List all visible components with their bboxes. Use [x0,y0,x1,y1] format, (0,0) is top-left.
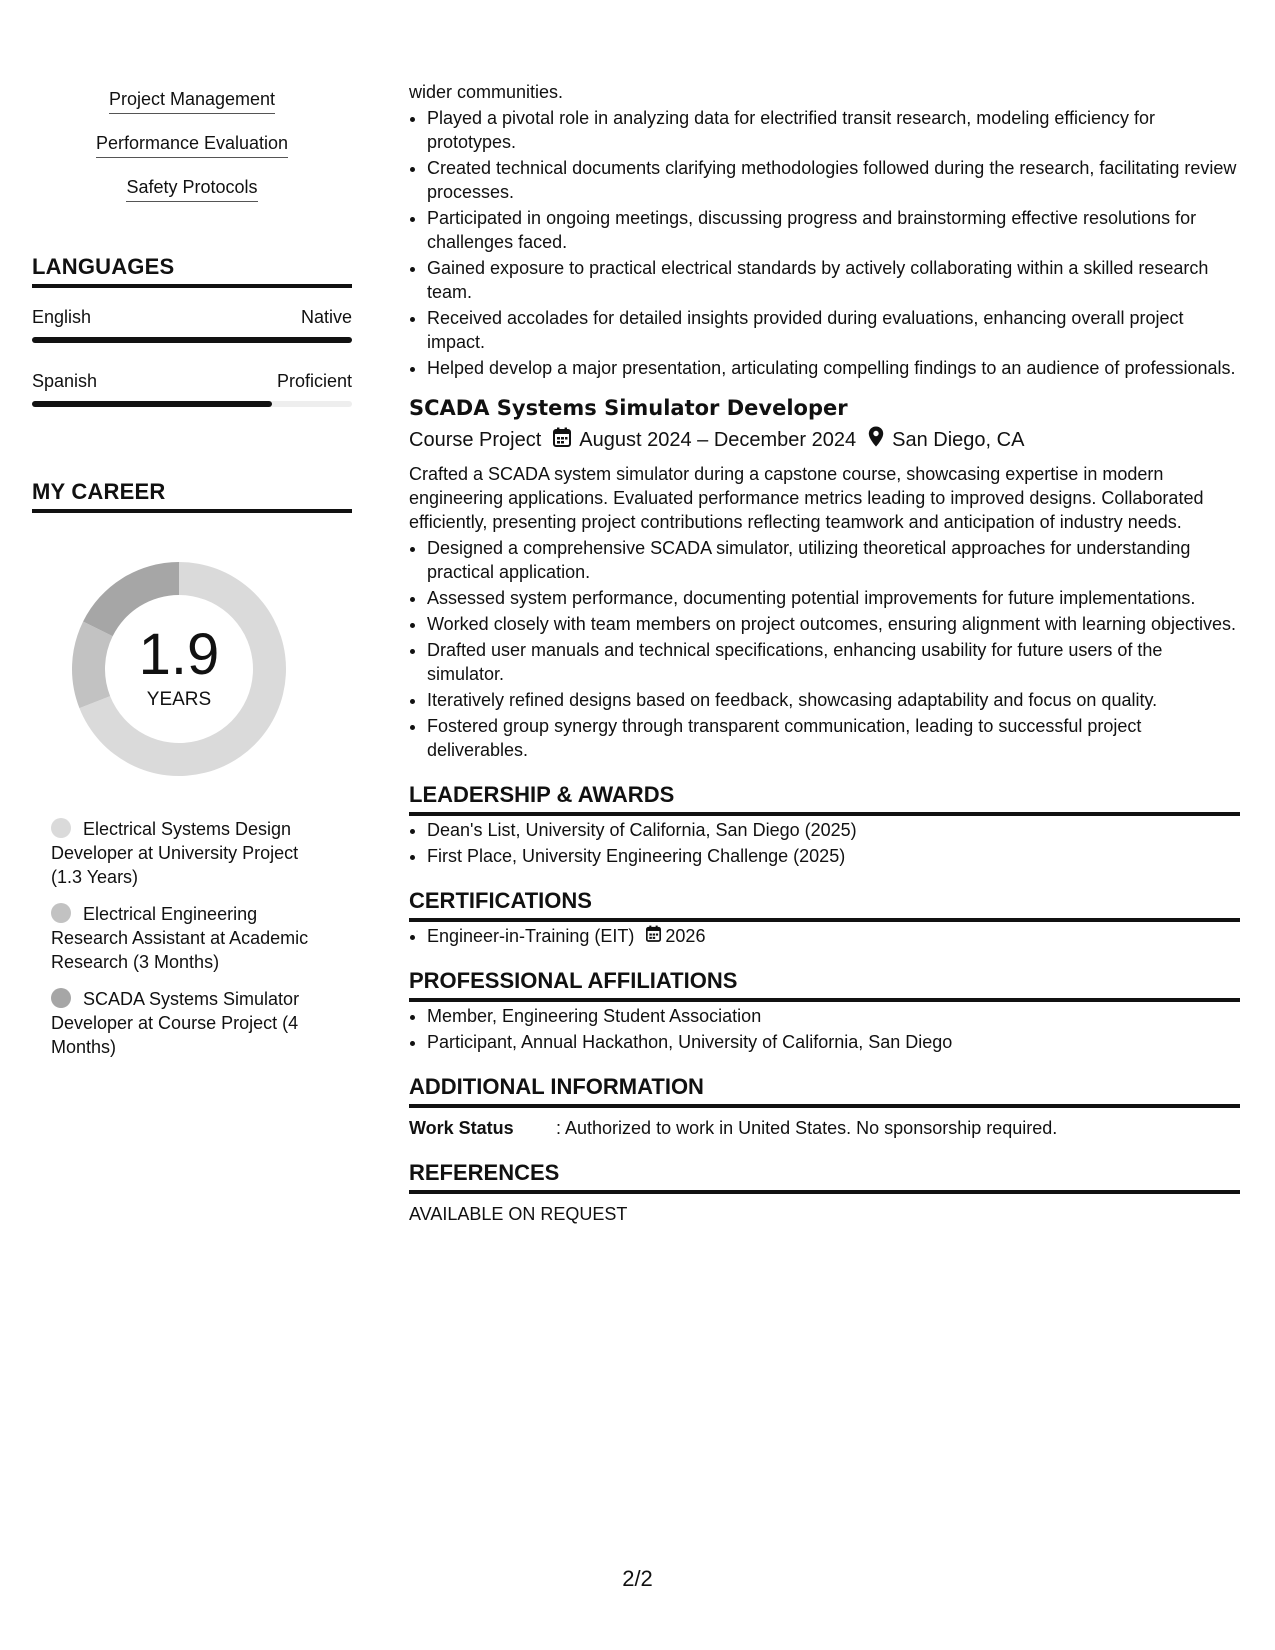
job-title: SCADA Systems Simulator Developer [409,396,848,420]
list-item: • Member, Engineering Student Association [427,1004,1240,1028]
list-item: • Designed a comprehensive SCADA simulator, utilizing theoretical approaches for understanding practical application. [427,536,1240,584]
language-bar [32,401,352,407]
job-location: San Diego, CA [892,429,1025,451]
list-item: • Participant, Annual Hackathon, University of California, San Diego [427,1030,1240,1054]
leadership-list [409,818,1240,868]
language-level: Native [300,307,352,327]
career-donut-chart [65,555,293,783]
list-item: • Dean's List, University of California, San Diego (2025) [427,818,1240,842]
cert-name: • Engineer-in-Training (EIT) [427,926,635,946]
legend-item [51,902,331,974]
skill-item: Project Management [109,89,275,114]
list-item: • Gained exposure to practical electrical standards by actively collaborating within a skilled research team. [427,256,1240,304]
language-bar-fill [32,401,272,407]
legend-item [51,987,331,1059]
career-total: 1.9 [138,622,220,687]
list-item: • Fostered group synergy through transparent communication, leading to successful project deliverables. [427,714,1240,762]
job-org: Course Project [409,429,542,451]
job-summary: Crafted a SCADA system simulator during a capstone course, showcasing expertise in modern engineering applications. Evaluated performance metrics leading to improved designs. Collaborated efficiently, presenting project contributions reflecting teamwork and anticipation of industry needs. [409,464,1204,532]
legend-dot [51,988,71,1008]
language-bar [32,337,352,343]
list-item: • Played a pivotal role in analyzing data for electrified transit research, modeling efficiency for prototypes. [427,106,1240,154]
page-number: 2/2 [622,1566,653,1591]
list-item: • Helped develop a major presentation, articulating compelling findings to an audience of professionals. [427,356,1240,380]
work-status-label: Work Status [409,1118,514,1138]
list-item: • Created technical documents clarifying methodologies followed during the research, facilitating review processes. [427,156,1240,204]
main-content [409,80,1240,1226]
skill-item: Performance Evaluation [96,133,288,158]
language-name: Spanish [32,371,98,391]
career-unit: YEARS [146,689,212,710]
language-english [32,307,352,343]
legend-dot [51,818,71,838]
references-heading: REFERENCES [409,1160,1240,1194]
certifications-list [409,924,1240,948]
prev-job-bullets [409,106,1240,380]
list-item: • Iteratively refined designs based on feedback, showcasing adaptability and focus on quality. [427,688,1240,712]
certifications-heading: CERTIFICATIONS [409,888,1240,922]
work-status-value: : Authorized to work in United States. No sponsorship required. [556,1118,1058,1138]
map-pin-icon [868,426,884,454]
references-text: AVAILABLE ON REQUEST [409,1204,628,1224]
list-item: • Worked closely with team members on project outcomes, ensuring alignment with learning objectives. [427,612,1240,636]
calendar-icon [553,427,571,454]
language-level: Proficient [276,371,352,391]
career-section [32,479,352,1059]
languages-section [32,254,352,407]
legend-item [51,817,331,889]
list-item: • Assessed system performance, documenting potential improvements for future implementations. [427,586,1240,610]
calendar-icon [646,924,661,948]
skills-list [32,80,352,212]
list-item: • Drafted user manuals and technical specifications, enhancing usability for future users of the simulator. [427,638,1240,686]
list-item: • First Place, University Engineering Challenge (2025) [427,844,1240,868]
languages-heading: LANGUAGES [32,254,352,288]
skill-item: Safety Protocols [126,177,257,202]
continuation-text: wider communities. [409,82,564,102]
work-status-row [409,1116,1240,1140]
language-bar-fill [32,337,352,343]
language-name: English [32,307,92,327]
language-spanish [32,371,352,407]
list-item: • Received accolades for detailed insights provided during evaluations, enhancing overall project impact. [427,306,1240,354]
legend-label: Electrical Engineering Research Assistant at Academic Research (3 Months) [51,904,309,972]
career-heading: MY CAREER [32,479,352,513]
leadership-heading: LEADERSHIP & AWARDS [409,782,1240,816]
sidebar [32,80,352,1072]
career-legend [51,817,352,1059]
job-meta [409,426,1240,454]
list-item: • Participated in ongoing meetings, discussing progress and brainstorming effective resolutions for challenges faced. [427,206,1240,254]
additional-heading: ADDITIONAL INFORMATION [409,1074,1240,1108]
legend-label: SCADA Systems Simulator Developer at Course Project (4 Months) [51,989,300,1057]
cert-year: 2026 [665,926,706,946]
affiliations-list [409,1004,1240,1054]
job-dates: August 2024 – December 2024 [579,429,857,451]
job-bullets [409,536,1240,762]
legend-dot [51,903,71,923]
legend-label: Electrical Systems Design Developer at University Project (1.3 Years) [51,819,299,887]
list-item [427,924,1240,948]
affiliations-heading: PROFESSIONAL AFFILIATIONS [409,968,1240,1002]
